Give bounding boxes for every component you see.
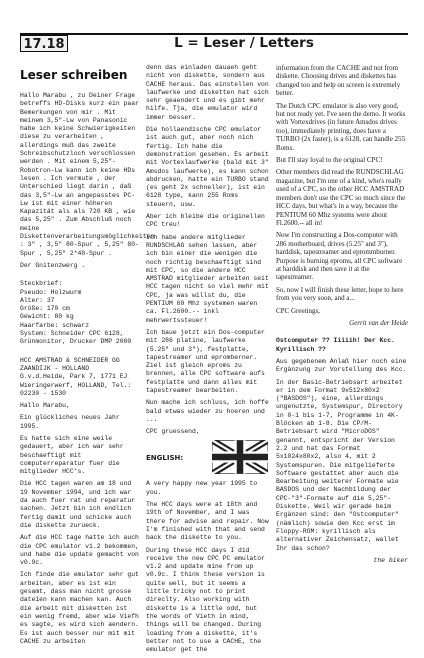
greeting: Hallo Marabu, (20, 402, 70, 410)
letter-paragraph: CPC gruessend, (146, 428, 200, 436)
english-section-head (146, 440, 270, 476)
column-2 (146, 64, 270, 658)
letter-paragraph: Es hatte sich eine weile gedauert, aber ich war sehr beschaeftigt mit computerreparatur fuer die mitglieder HCC's. (20, 434, 124, 476)
footer-signature: the biker (373, 556, 408, 564)
signature: Gerrit van der Heide (349, 318, 408, 327)
section-title: L = Leser / Letters (174, 35, 314, 51)
union-jack-icon (212, 440, 268, 474)
english-heading: ENGLISH: (146, 454, 184, 463)
letter-paragraph: Die HCC tagen waren am 18 und 19 November 1994, und ich war da auch fuer rat und reparatur sachen. Jetzt bin ich endlich fertig damit und schicke auch die diskette zurueck. (20, 480, 136, 529)
column-3 (276, 64, 408, 569)
letter-paragraph: denn das einladen dauaeh geht nicht von diskette, sondern aus CACHE heraus. Das einstellen von laufwerke und disketten hat sich sehr geaendert und es gibt mehr hilfe. Tja, die emulator wird immer besser. (146, 64, 269, 121)
kcc-heading: Ostcomputer ?? Iiiiih! Der Kcc. Kyrillisch ?? (276, 337, 395, 353)
letter-paragraph: Die hollaendische CPC emulator ist auch gut, aber noch nich fertig. Ich habe die demonstration gesehen. Es arbeit mit Vortexlaufwerke (bald mit 3" Amsdos laufwerke), es kann schon abdrucken, hatte ein TURBO stand (es geht 2x schneller), ist ein 6128 type, kann 255 Roms steuern, usw. (146, 126, 269, 208)
letter-paragraph: Ich baue jetzt ein Dos-computer mit 286 platine, laufwerke (5.25" und 3"), festplatte, tapestreamer und epromberner. Ziel ist gleich eproms zu brennen, alle CPC software aufs festplatte und dann alles mit tapestreamer bearbeiten. (146, 328, 265, 394)
letter-paragraph: In der Basic-Betriebsart arbeitet er in dem Format 9x512x80x2 ("BASDOS"), eine, allerdings ungenutzte, Systemspur, Directory in 0-1 bis 1-7, Programme in 4K-Blöcken ab 1-8. Die CP/M-Betriebsart wird "MicroDOS" genannt, entspricht der Version 2.2 und hat das Format 5x1024x80x2, also 4, mit 2 Systemspuren. Die mitgelieferte Software gestattet aber auch die Bearbeitung weiterer Formate wie BASDOS und der Nachbildung der CPC-"3"-Formate auf die 5,25"-Diskette. Weil wir gerade beim Ergänzen sind: den "Ostcomputer" (nämlich) sowie den Kcc erst im Floppy-ROM: kyrillisch als alternativer Zeichensatz, wallet Ihr das schon? (276, 378, 403, 552)
letter-paragraph: Now I'm constructing a Dos-computer with 286 motherboard, drives (5.25" and 3"), harddisk, tapestreamer and eprommburner. Purpose is burning eproms, all CPC software at harddisk and then save it at the tapestreamer. (276, 231, 403, 282)
letter-paragraph: Nun mache ich schluss, ich hoffe bald etwas wieder zu hoeren und ... (146, 399, 269, 423)
column-1 (20, 64, 155, 650)
letter-paragraph: The Dutch CPC emulator is also very good, but not ready yet. I've seen the demo. It works with Vortexdrives (in future Amsdos drives too), immediately printing, does have a TURBO (2x faster), is a 6128, can handle 255 Roms. (276, 101, 406, 152)
letter-paragraph: The HCC days were at 18th and 19th of November, and I was there for advise and repair. Now I'm finished with that and send back the diskette to you. (146, 501, 269, 542)
letter-paragraph: Auf die HCC tage hatte ich auch die CPC emulator v1.2 bekommen, und habe die update gemacht von v0.9c. (20, 534, 139, 567)
letter-paragraph: Ich finde die emulator sehr gut arbeiten, aber es ist ein gesamt, dass man nicht grosse dateien kann machen kan. Auch die arbeit mit disketten ist ein wenig fremd, aber wie Viefh es sagte, es wird sich aendern. Es ist auch besser nur mit mit CACHE zu arbeiten (20, 571, 139, 645)
letter-paragraph: Ein glückliches neues Jahr 1995. (20, 414, 120, 430)
page-number: 17.18 (20, 35, 68, 52)
letter-paragraph: Other members did read the RUNDSCHLAG magazine, but I'm one of a kind, who's really used of a CPC, so the other HCC AMSTRAD members don't use the CPC so much since the HCC days, but what's in a way, because the PENTIUM 60 Mhz systems were about Fl.2600.-- all in! (276, 168, 406, 227)
club-address: HCC AMSTRAD & SCHNEIDER GG ZAANDIJK - HOLLAND G.v.d.Heide, Park 7, 1771 EJ Wieringerwerf, HOLLAND, Tel.: 02230 - 1530 (20, 356, 132, 397)
letter-paragraph: information from the CACHE and not from diskette. Choosing drives and diskettes has changed too and help on screen is extremely better. (276, 64, 401, 98)
letter-paragraph: So, now I will finish these letter, hope to here from you very soon, and a... (276, 285, 404, 303)
letter-paragraph: A very happy new year 1995 to you. (146, 480, 258, 496)
letter-paragraph: Aber ich bleibe die originellen CPC treu! (146, 213, 265, 229)
letter-paragraph: But I'll stay loyal to the original CPC! (276, 156, 383, 165)
letter-paragraph: Hallo Marabu , zu Deiner Frage betreffs HD-Disks kurz ein paar Bemerkungen von mir . Mit meinem 3,5"-Lw von Panasonic habe ich keine Schwierigkeiten diese zu verarbeiten , allerdings muß das zweite Schreibschutzloch verschlossen werden . Mit einem 5,25"-Robotron-Lw kann ich keine HDs lesen . Ich vermute , der Unterschied liegt darin , daß das 3,5"-Lw an angepasstes PC-Lw ist mit einer höheren Kapazität als als 720 KB , wie das 5,25" . Zum Abschluß noch meine Diskettenverarbeitungsmöglichkeiten : 3" , 3,5" 80-Spur , 5,25" 80-Spur , 5,25" 2*40-Spur . (20, 92, 155, 257)
letter-paragraph: Aus gegebenem Anlaß hier noch eine Ergänzung zur Vorstellung des Kcc. (276, 357, 407, 374)
letter-paragraph: Ich habe andere mitglieder RUNDSCHLAG sehen lassen, aber ich bin einer die wenigen die noch richtig beschaeftigt sind mit CPC, so die andere HCC AMSTRAD mitglieder arbeiten seit HCC tagen nicht so viel mehr mit CPC, ja was willst du, die PENTIUM 60 Mhz systemen waren ca. Fl.2600.-- inkl mehrwertssteuer! (146, 233, 269, 324)
letter-sign: Der Gnitenzwerg . (20, 261, 86, 269)
profile-block: Steckbrief: Pseudo: Holzwurm Alter: 37 Größe: 170 cm Gewicht: 80 kg Haarfarbe: schwarz System: Schneider CPC 6128, Grünmonitor, Drucker DMP 2000 (20, 280, 132, 346)
letter-paragraph: CPC Greetings, (276, 306, 320, 315)
page-header (20, 33, 408, 53)
article-heading: Leser schreiben (20, 68, 128, 82)
letter-paragraph: During these HCC days I did receive the new CPC PC emulator v1.2 and update mine from up v0.9c. I think these version is quite well, but it seems a little tricky not to print direclty. Also working with diskette is a little odd, but the words of Vieth in mind, things will be changed. During loading from a diskette, it's better not to use a CACHE, the emulator get the (146, 546, 265, 654)
